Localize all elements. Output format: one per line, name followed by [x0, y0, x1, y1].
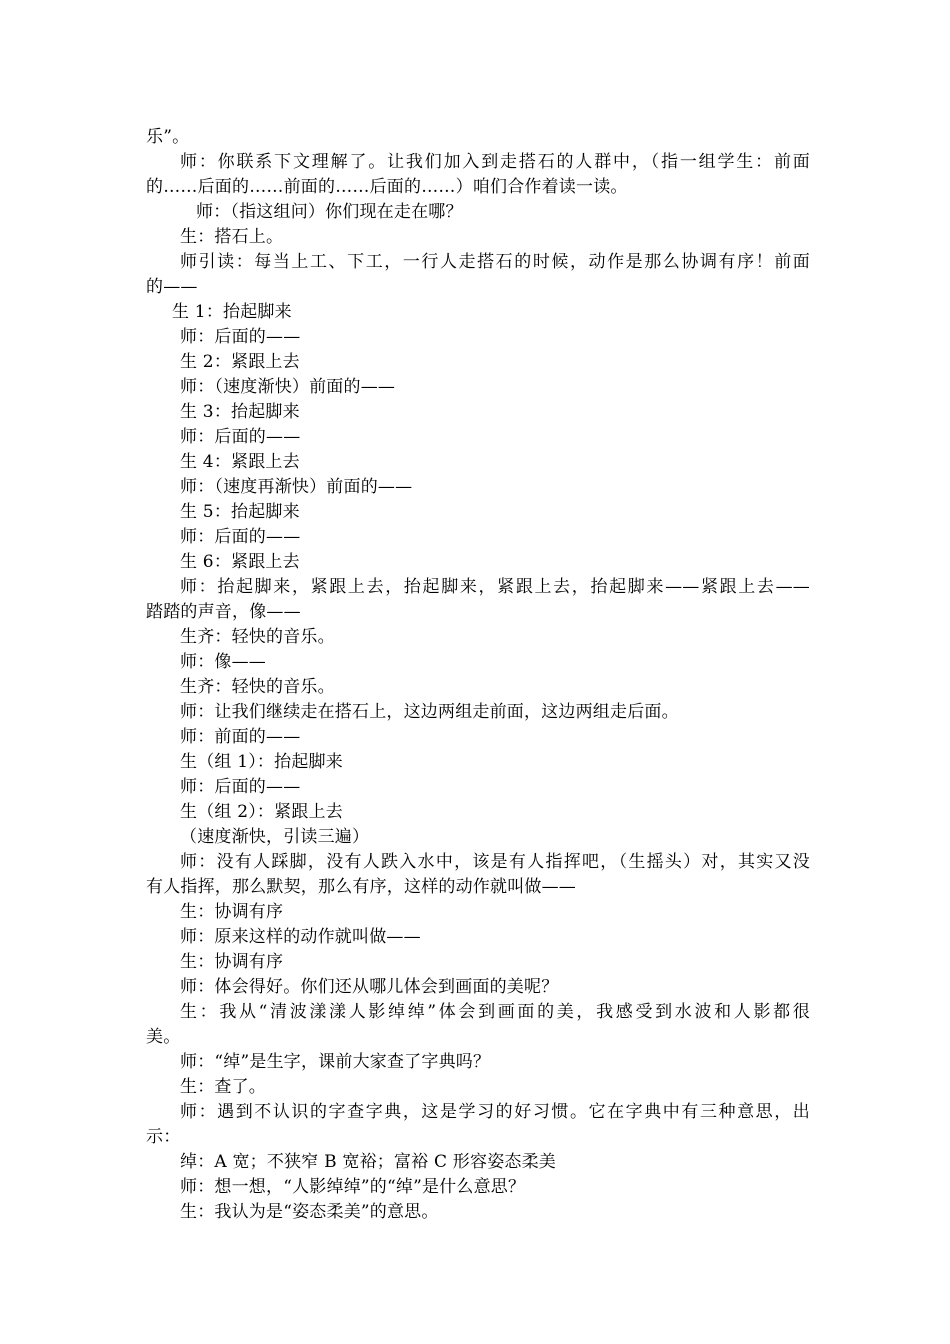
text-line: 师：（指这组问）你们现在走在哪？: [196, 202, 463, 222]
text-line: 师：“绰”是生字，课前大家查了字典吗？: [180, 1052, 491, 1072]
text-line: 师：前面的——: [180, 727, 301, 747]
text-line: 师：像——: [180, 652, 266, 672]
text-line: 示：: [146, 1127, 181, 1147]
text-line: 生：我从“清波漾漾人影绰绰”体会到画面的美，我感受到水波和人影都很: [180, 1002, 810, 1022]
text-line: 生（组 1）：抬起脚来: [180, 752, 343, 772]
text-line: 生 2：紧跟上去: [180, 352, 300, 372]
text-line: 师引读：每当上工、下工，一行人走搭石的时候，动作是那么协调有序！前面: [180, 252, 810, 272]
text-line: 生 6：紧跟上去: [180, 552, 300, 572]
text-line: 师：你联系下文理解了。让我们加入到走搭石的人群中，（指一组学生：前面: [180, 152, 810, 172]
text-line: 生：我认为是“姿态柔美”的意思。: [180, 1202, 439, 1222]
text-line: 生：搭石上。: [180, 227, 284, 247]
text-line: 生：协调有序: [180, 952, 284, 972]
text-line: 美。: [146, 1027, 181, 1047]
text-line: 师：（速度渐快）前面的——: [180, 377, 396, 397]
text-line: 师：后面的——: [180, 427, 301, 447]
text-line: 绰：A 宽；不狭窄 B 宽裕；富裕 C 形容姿态柔美: [180, 1152, 556, 1172]
text-line: 师：让我们继续走在搭石上，这边两组走前面，这边两组走后面。: [180, 702, 679, 722]
text-line: 师：后面的——: [180, 527, 301, 547]
text-line: 师：没有人踩脚，没有人跌入水中，该是有人指挥吧，（生摇头）对，其实又没: [180, 852, 810, 872]
text-line: 踏踏的声音，像——: [146, 602, 301, 622]
text-line: 的——: [146, 277, 198, 297]
text-line: 生齐：轻快的音乐。: [180, 677, 335, 697]
text-line: 生齐：轻快的音乐。: [180, 627, 335, 647]
text-line: 师：抬起脚来，紧跟上去，抬起脚来，紧跟上去，抬起脚来——紧跟上去——: [180, 577, 810, 597]
text-line: 师：原来这样的动作就叫做——: [180, 927, 421, 947]
text-line: 师：体会得好。你们还从哪儿体会到画面的美呢？: [180, 977, 559, 997]
text-line: 生：协调有序: [180, 902, 284, 922]
text-line: 师：（速度再渐快）前面的——: [180, 477, 413, 497]
text-line: 生（组 2）：紧跟上去: [180, 802, 343, 822]
text-line: 生：查了。: [180, 1077, 266, 1097]
text-line: 师：后面的——: [180, 327, 301, 347]
text-line: 生 1：抬起脚来: [172, 302, 292, 322]
text-line: 有人指挥，那么默契，那么有序，这样的动作就叫做——: [146, 877, 576, 897]
text-line: （速度渐快，引读三遍）: [180, 827, 370, 847]
text-line: 师：想一想，“人影绰绰”的“绰”是什么意思？: [180, 1177, 526, 1197]
text-line: 生 5：抬起脚来: [180, 502, 300, 522]
text-line: 师：遇到不认识的字查字典，这是学习的好习惯。它在字典中有三种意思，出: [180, 1102, 810, 1122]
text-line: 生 4：紧跟上去: [180, 452, 300, 472]
text-line: 的……后面的……前面的……后面的……）咱们合作着读一读。: [146, 177, 628, 197]
text-line: 生 3：抬起脚来: [180, 402, 300, 422]
text-line: 师：后面的——: [180, 777, 301, 797]
text-line: 乐”。: [146, 127, 190, 147]
